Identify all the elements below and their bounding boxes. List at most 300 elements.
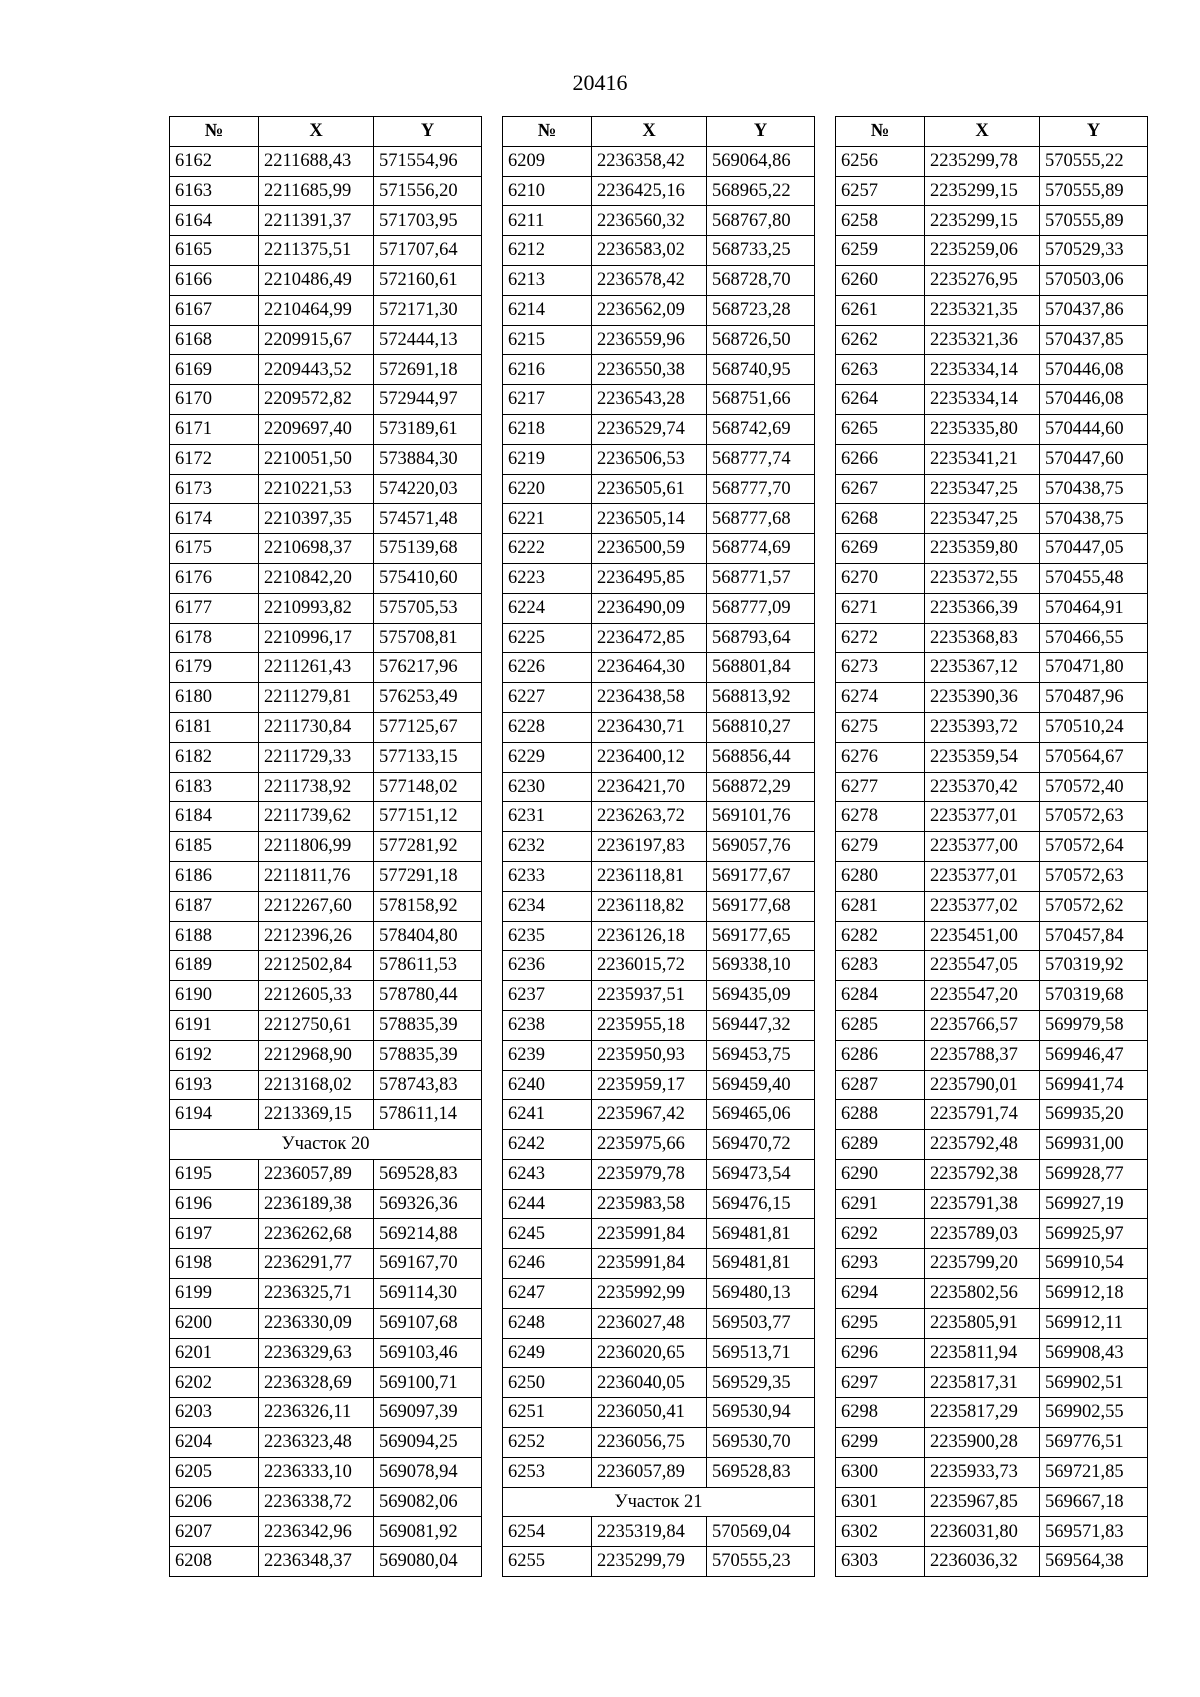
point-number-cell: 6207: [170, 1517, 259, 1547]
point-number-cell: 6263: [836, 355, 925, 385]
y-coordinate-cell: 569177,67: [707, 861, 815, 891]
y-coordinate-cell: 569935,20: [1040, 1100, 1148, 1130]
point-number-cell: 6203: [170, 1398, 259, 1428]
table-row: [170, 891, 482, 921]
x-coordinate-cell: 2236550,38: [592, 355, 707, 385]
point-number-cell: 6217: [503, 385, 592, 415]
header-x: X: [925, 117, 1040, 147]
table-row: [170, 951, 482, 981]
table-row: [170, 1249, 482, 1279]
point-number-cell: 6162: [170, 146, 259, 176]
section-row: [503, 1487, 815, 1517]
y-coordinate-cell: 569530,70: [707, 1428, 815, 1458]
y-coordinate-cell: 570437,85: [1040, 325, 1148, 355]
x-coordinate-cell: 2235967,85: [925, 1487, 1040, 1517]
point-number-cell: 6262: [836, 325, 925, 355]
y-coordinate-cell: 569912,18: [1040, 1279, 1148, 1309]
y-coordinate-cell: 573884,30: [374, 444, 482, 474]
y-coordinate-cell: 569326,36: [374, 1189, 482, 1219]
y-coordinate-cell: 568810,27: [707, 712, 815, 742]
point-number-cell: 6293: [836, 1249, 925, 1279]
point-number-cell: 6202: [170, 1368, 259, 1398]
x-coordinate-cell: 2235992,99: [592, 1279, 707, 1309]
table-row: [836, 1487, 1148, 1517]
y-coordinate-cell: 578835,39: [374, 1040, 482, 1070]
table-row: [836, 355, 1148, 385]
y-coordinate-cell: 570438,75: [1040, 504, 1148, 534]
x-coordinate-cell: 2235975,66: [592, 1130, 707, 1160]
x-coordinate-cell: 2236323,48: [259, 1428, 374, 1458]
y-coordinate-cell: 570455,48: [1040, 563, 1148, 593]
x-coordinate-cell: 2235390,36: [925, 683, 1040, 713]
point-number-cell: 6279: [836, 832, 925, 862]
table-row: [836, 414, 1148, 444]
y-coordinate-cell: 569902,51: [1040, 1368, 1148, 1398]
y-coordinate-cell: 574571,48: [374, 504, 482, 534]
table-header-row: [170, 117, 482, 147]
table-header-row: [836, 117, 1148, 147]
point-number-cell: 6264: [836, 385, 925, 415]
table-row: [503, 712, 815, 742]
y-coordinate-cell: 568742,69: [707, 414, 815, 444]
y-coordinate-cell: 569447,32: [707, 1010, 815, 1040]
header-y: Y: [707, 117, 815, 147]
point-number-cell: 6288: [836, 1100, 925, 1130]
y-coordinate-cell: 569528,83: [707, 1457, 815, 1487]
y-coordinate-cell: 574220,03: [374, 474, 482, 504]
x-coordinate-cell: 2235959,17: [592, 1070, 707, 1100]
table-row: [503, 1398, 815, 1428]
point-number-cell: 6255: [503, 1547, 592, 1577]
y-coordinate-cell: 568856,44: [707, 742, 815, 772]
point-number-cell: 6173: [170, 474, 259, 504]
point-number-cell: 6268: [836, 504, 925, 534]
section-row: [170, 1130, 482, 1160]
point-number-cell: 6249: [503, 1338, 592, 1368]
table-row: [170, 1070, 482, 1100]
table-row: [503, 861, 815, 891]
y-coordinate-cell: 571703,95: [374, 206, 482, 236]
point-number-cell: 6276: [836, 742, 925, 772]
x-coordinate-cell: 2235547,05: [925, 951, 1040, 981]
x-coordinate-cell: 2211279,81: [259, 683, 374, 713]
x-coordinate-cell: 2236559,96: [592, 325, 707, 355]
point-number-cell: 6180: [170, 683, 259, 713]
table-row: [503, 1010, 815, 1040]
table-row: [170, 802, 482, 832]
x-coordinate-cell: 2212396,26: [259, 921, 374, 951]
x-coordinate-cell: 2236505,61: [592, 474, 707, 504]
table-row: [170, 534, 482, 564]
y-coordinate-cell: 578158,92: [374, 891, 482, 921]
point-number-cell: 6302: [836, 1517, 925, 1547]
x-coordinate-cell: 2236430,71: [592, 712, 707, 742]
point-number-cell: 6204: [170, 1428, 259, 1458]
point-number-cell: 6247: [503, 1279, 592, 1309]
table-row: [170, 563, 482, 593]
point-number-cell: 6178: [170, 623, 259, 653]
point-number-cell: 6197: [170, 1219, 259, 1249]
y-coordinate-cell: 572171,30: [374, 295, 482, 325]
y-coordinate-cell: 570555,89: [1040, 206, 1148, 236]
x-coordinate-cell: 2235370,42: [925, 772, 1040, 802]
x-coordinate-cell: 2236505,14: [592, 504, 707, 534]
table-row: [836, 981, 1148, 1011]
point-number-cell: 6303: [836, 1547, 925, 1577]
table-row: [503, 385, 815, 415]
point-number-cell: 6269: [836, 534, 925, 564]
y-coordinate-cell: 569931,00: [1040, 1130, 1148, 1160]
x-coordinate-cell: 2236126,18: [592, 921, 707, 951]
x-coordinate-cell: 2236020,65: [592, 1338, 707, 1368]
point-number-cell: 6274: [836, 683, 925, 713]
header-number: №: [170, 117, 259, 147]
table-row: [170, 1040, 482, 1070]
y-coordinate-cell: 568801,84: [707, 653, 815, 683]
table-body: [836, 146, 1148, 1576]
table-row: [503, 683, 815, 713]
y-coordinate-cell: 569530,94: [707, 1398, 815, 1428]
x-coordinate-cell: 2235791,74: [925, 1100, 1040, 1130]
table-row: [836, 325, 1148, 355]
table-row: [170, 981, 482, 1011]
y-coordinate-cell: 569082,06: [374, 1487, 482, 1517]
y-coordinate-cell: 569167,70: [374, 1249, 482, 1279]
x-coordinate-cell: 2235955,18: [592, 1010, 707, 1040]
table-row: [836, 563, 1148, 593]
table-row: [170, 206, 482, 236]
y-coordinate-cell: 575705,53: [374, 593, 482, 623]
table-header-row: [503, 117, 815, 147]
point-number-cell: 6208: [170, 1547, 259, 1577]
table-row: [170, 385, 482, 415]
point-number-cell: 6244: [503, 1189, 592, 1219]
x-coordinate-cell: 2236506,53: [592, 444, 707, 474]
table-row: [836, 802, 1148, 832]
y-coordinate-cell: 569476,15: [707, 1189, 815, 1219]
y-coordinate-cell: 569908,43: [1040, 1338, 1148, 1368]
point-number-cell: 6236: [503, 951, 592, 981]
table-row: [836, 772, 1148, 802]
x-coordinate-cell: 2209915,67: [259, 325, 374, 355]
table-row: [836, 712, 1148, 742]
point-number-cell: 6286: [836, 1040, 925, 1070]
table-row: [836, 1130, 1148, 1160]
y-coordinate-cell: 575410,60: [374, 563, 482, 593]
y-coordinate-cell: 568723,28: [707, 295, 815, 325]
point-number-cell: 6246: [503, 1249, 592, 1279]
header-x: X: [592, 117, 707, 147]
x-coordinate-cell: 2235937,51: [592, 981, 707, 1011]
table-row: [170, 1219, 482, 1249]
table-row: [503, 742, 815, 772]
table-row: [170, 742, 482, 772]
table-row: [503, 1040, 815, 1070]
y-coordinate-cell: 568777,09: [707, 593, 815, 623]
y-coordinate-cell: 568767,80: [707, 206, 815, 236]
y-coordinate-cell: 569902,55: [1040, 1398, 1148, 1428]
y-coordinate-cell: 569064,86: [707, 146, 815, 176]
y-coordinate-cell: 570555,23: [707, 1547, 815, 1577]
y-coordinate-cell: 569529,35: [707, 1368, 815, 1398]
table-row: [836, 265, 1148, 295]
x-coordinate-cell: 2236057,89: [259, 1159, 374, 1189]
table-row: [836, 1308, 1148, 1338]
x-coordinate-cell: 2212968,90: [259, 1040, 374, 1070]
point-number-cell: 6196: [170, 1189, 259, 1219]
y-coordinate-cell: 570555,89: [1040, 176, 1148, 206]
x-coordinate-cell: 2236330,09: [259, 1308, 374, 1338]
x-coordinate-cell: 2236057,89: [592, 1457, 707, 1487]
table-row: [836, 832, 1148, 862]
y-coordinate-cell: 577148,02: [374, 772, 482, 802]
point-number-cell: 6275: [836, 712, 925, 742]
y-coordinate-cell: 578835,39: [374, 1010, 482, 1040]
point-number-cell: 6222: [503, 534, 592, 564]
x-coordinate-cell: 2235368,83: [925, 623, 1040, 653]
table-row: [836, 1040, 1148, 1070]
x-coordinate-cell: 2235789,03: [925, 1219, 1040, 1249]
y-coordinate-cell: 568793,64: [707, 623, 815, 653]
point-number-cell: 6201: [170, 1338, 259, 1368]
x-coordinate-cell: 2235983,58: [592, 1189, 707, 1219]
point-number-cell: 6227: [503, 683, 592, 713]
table-row: [170, 1547, 482, 1577]
point-number-cell: 6228: [503, 712, 592, 742]
table-row: [503, 772, 815, 802]
x-coordinate-cell: 2236560,32: [592, 206, 707, 236]
table-row: [836, 1338, 1148, 1368]
y-coordinate-cell: 570569,04: [707, 1517, 815, 1547]
x-coordinate-cell: 2236438,58: [592, 683, 707, 713]
point-number-cell: 6224: [503, 593, 592, 623]
x-coordinate-cell: 2235319,84: [592, 1517, 707, 1547]
x-coordinate-cell: 2211685,99: [259, 176, 374, 206]
point-number-cell: 6193: [170, 1070, 259, 1100]
x-coordinate-cell: 2235377,01: [925, 861, 1040, 891]
y-coordinate-cell: 569941,74: [1040, 1070, 1148, 1100]
x-coordinate-cell: 2209572,82: [259, 385, 374, 415]
point-number-cell: 6251: [503, 1398, 592, 1428]
y-coordinate-cell: 578404,80: [374, 921, 482, 951]
page-number: 20416: [572, 70, 628, 95]
table-row: [170, 712, 482, 742]
x-coordinate-cell: 2235991,84: [592, 1219, 707, 1249]
x-coordinate-cell: 2235359,80: [925, 534, 1040, 564]
x-coordinate-cell: 2236326,11: [259, 1398, 374, 1428]
table-row: [503, 1070, 815, 1100]
table-row: [836, 1517, 1148, 1547]
table-row: [836, 534, 1148, 564]
point-number-cell: 6245: [503, 1219, 592, 1249]
y-coordinate-cell: 568751,66: [707, 385, 815, 415]
point-number-cell: 6259: [836, 236, 925, 266]
x-coordinate-cell: 2235790,01: [925, 1070, 1040, 1100]
table-row: [170, 1308, 482, 1338]
y-coordinate-cell: 569481,81: [707, 1249, 815, 1279]
x-coordinate-cell: 2210221,53: [259, 474, 374, 504]
y-coordinate-cell: 570529,33: [1040, 236, 1148, 266]
table-row: [170, 1368, 482, 1398]
table-row: [170, 146, 482, 176]
point-number-cell: 6298: [836, 1398, 925, 1428]
point-number-cell: 6206: [170, 1487, 259, 1517]
x-coordinate-cell: 2210464,99: [259, 295, 374, 325]
table-row: [170, 474, 482, 504]
table-row: [503, 563, 815, 593]
table-row: [836, 1398, 1148, 1428]
point-number-cell: 6214: [503, 295, 592, 325]
x-coordinate-cell: 2236050,41: [592, 1398, 707, 1428]
y-coordinate-cell: 568965,22: [707, 176, 815, 206]
table-row: [836, 146, 1148, 176]
y-coordinate-cell: 570464,91: [1040, 593, 1148, 623]
y-coordinate-cell: 568740,95: [707, 355, 815, 385]
x-coordinate-cell: 2235791,38: [925, 1189, 1040, 1219]
point-number-cell: 6189: [170, 951, 259, 981]
point-number-cell: 6270: [836, 563, 925, 593]
y-coordinate-cell: 569101,76: [707, 802, 815, 832]
point-number-cell: 6171: [170, 414, 259, 444]
y-coordinate-cell: 570572,63: [1040, 802, 1148, 832]
table-row: [836, 593, 1148, 623]
point-number-cell: 6181: [170, 712, 259, 742]
x-coordinate-cell: 2236358,42: [592, 146, 707, 176]
point-number-cell: 6174: [170, 504, 259, 534]
y-coordinate-cell: 569927,19: [1040, 1189, 1148, 1219]
point-number-cell: 6192: [170, 1040, 259, 1070]
x-coordinate-cell: 2236578,42: [592, 265, 707, 295]
table-row: [503, 593, 815, 623]
x-coordinate-cell: 2211806,99: [259, 832, 374, 862]
x-coordinate-cell: 2211739,62: [259, 802, 374, 832]
point-number-cell: 6210: [503, 176, 592, 206]
table-row: [836, 385, 1148, 415]
x-coordinate-cell: 2236400,12: [592, 742, 707, 772]
table-row: [170, 623, 482, 653]
y-coordinate-cell: 569057,76: [707, 832, 815, 862]
x-coordinate-cell: 2236040,05: [592, 1368, 707, 1398]
point-number-cell: 6200: [170, 1308, 259, 1338]
section-title: Участок 20: [170, 1130, 482, 1160]
x-coordinate-cell: 2236421,70: [592, 772, 707, 802]
x-coordinate-cell: 2236425,16: [592, 176, 707, 206]
point-number-cell: 6256: [836, 146, 925, 176]
x-coordinate-cell: 2235547,20: [925, 981, 1040, 1011]
x-coordinate-cell: 2212605,33: [259, 981, 374, 1011]
point-number-cell: 6235: [503, 921, 592, 951]
point-number-cell: 6184: [170, 802, 259, 832]
point-number-cell: 6170: [170, 385, 259, 415]
x-coordinate-cell: 2236056,75: [592, 1428, 707, 1458]
x-coordinate-cell: 2235811,94: [925, 1338, 1040, 1368]
x-coordinate-cell: 2235341,21: [925, 444, 1040, 474]
point-number-cell: 6166: [170, 265, 259, 295]
y-coordinate-cell: 570447,60: [1040, 444, 1148, 474]
point-number-cell: 6260: [836, 265, 925, 295]
point-number-cell: 6261: [836, 295, 925, 325]
x-coordinate-cell: 2209697,40: [259, 414, 374, 444]
table-row: [503, 1368, 815, 1398]
table-row: [170, 772, 482, 802]
table-row: [503, 623, 815, 653]
point-number-cell: 6272: [836, 623, 925, 653]
y-coordinate-cell: 570503,06: [1040, 265, 1148, 295]
table-row: [170, 1517, 482, 1547]
y-coordinate-cell: 570572,64: [1040, 832, 1148, 862]
table-body: [503, 146, 815, 1576]
table-row: [503, 1100, 815, 1130]
x-coordinate-cell: 2235366,39: [925, 593, 1040, 623]
header-x: X: [259, 117, 374, 147]
x-coordinate-cell: 2236472,85: [592, 623, 707, 653]
table-row: [503, 1457, 815, 1487]
x-coordinate-cell: 2236036,32: [925, 1547, 1040, 1577]
point-number-cell: 6177: [170, 593, 259, 623]
table-row: [170, 653, 482, 683]
y-coordinate-cell: 571554,96: [374, 146, 482, 176]
y-coordinate-cell: 575708,81: [374, 623, 482, 653]
x-coordinate-cell: 2235451,00: [925, 921, 1040, 951]
y-coordinate-cell: 569480,13: [707, 1279, 815, 1309]
x-coordinate-cell: 2236333,10: [259, 1457, 374, 1487]
x-coordinate-cell: 2236464,30: [592, 653, 707, 683]
y-coordinate-cell: 570471,80: [1040, 653, 1148, 683]
y-coordinate-cell: 572444,13: [374, 325, 482, 355]
x-coordinate-cell: 2236562,09: [592, 295, 707, 325]
point-number-cell: 6168: [170, 325, 259, 355]
table-row: [170, 176, 482, 206]
y-coordinate-cell: 577133,15: [374, 742, 482, 772]
point-number-cell: 6285: [836, 1010, 925, 1040]
point-number-cell: 6176: [170, 563, 259, 593]
point-number-cell: 6165: [170, 236, 259, 266]
y-coordinate-cell: 569776,51: [1040, 1428, 1148, 1458]
y-coordinate-cell: 569910,54: [1040, 1249, 1148, 1279]
point-number-cell: 6187: [170, 891, 259, 921]
x-coordinate-cell: 2211811,76: [259, 861, 374, 891]
y-coordinate-cell: 569453,75: [707, 1040, 815, 1070]
table-row: [170, 1457, 482, 1487]
table-row: [836, 206, 1148, 236]
point-number-cell: 6223: [503, 563, 592, 593]
table-row: [836, 176, 1148, 206]
x-coordinate-cell: 2213168,02: [259, 1070, 374, 1100]
table-row: [836, 1070, 1148, 1100]
table-row: [170, 832, 482, 862]
table-row: [503, 891, 815, 921]
x-coordinate-cell: 2235377,01: [925, 802, 1040, 832]
y-coordinate-cell: 569100,71: [374, 1368, 482, 1398]
x-coordinate-cell: 2236500,59: [592, 534, 707, 564]
y-coordinate-cell: 575139,68: [374, 534, 482, 564]
point-number-cell: 6265: [836, 414, 925, 444]
point-number-cell: 6281: [836, 891, 925, 921]
x-coordinate-cell: 2236328,69: [259, 1368, 374, 1398]
y-coordinate-cell: 568771,57: [707, 563, 815, 593]
x-coordinate-cell: 2235991,84: [592, 1249, 707, 1279]
y-coordinate-cell: 569097,39: [374, 1398, 482, 1428]
x-coordinate-cell: 2235335,80: [925, 414, 1040, 444]
table-row: [170, 921, 482, 951]
x-coordinate-cell: 2236118,81: [592, 861, 707, 891]
table-row: [503, 1517, 815, 1547]
y-coordinate-cell: 569571,83: [1040, 1517, 1148, 1547]
table-row: [503, 236, 815, 266]
x-coordinate-cell: 2210993,82: [259, 593, 374, 623]
point-number-cell: 6212: [503, 236, 592, 266]
point-number-cell: 6280: [836, 861, 925, 891]
